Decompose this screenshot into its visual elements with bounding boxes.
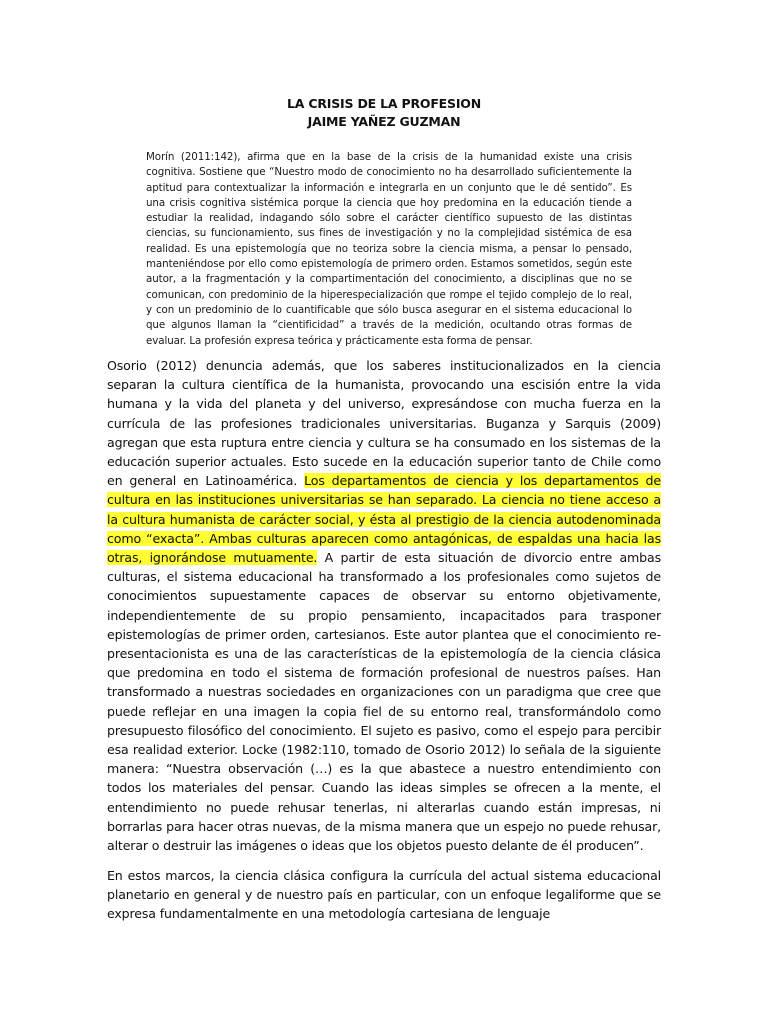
body-paragraph-2: En estos marcos, la ciencia clásica configura la currícula del actual sistema educacional planetario en general y de nuestro país en particular, con un enfoque legaliforme que se expresa fundamentalmente en una metodología cartesiana de lenguaje — [107, 868, 661, 922]
document-title: LA CRISIS DE LA PROFESION — [287, 96, 481, 111]
paragraph-text: A partir de esta situación de divorcio entre ambas culturas, el sistema educacional ha transformado a los profesionales como sujetos de conocimientos supuestamente capaces de observar su entorno objetivamente, independientemente de su propio pensamiento, incapacitados para trasponer epistemologías de primer orden, cartesianos. Este autor plantea que el conocimiento re-presentacionista es una de las características de la epistemología de la ciencia clásica que predomina en todo el sistema de formación profesional de nuestros países. Han transformado a nuestras sociedades en organizaciones con un paradigma que cree que puede reflejar en una imagen la copia fiel de su entorno real, transformándolo como presupuesto filosófico del conocimiento. El sujeto es pasivo, como el espejo para percibir esa realidad exterior. Locke (1982:110, tomado de Osorio 2012) lo señala de la siguiente manera: “Nuestra observación (…) es la que abastece a nuestro entendimiento con todos los materiales del pensar. Cuando las ideas simples se ofrecen a la mente, el entendimiento no puede rehusar tenerlas, ni alterarlas cuando están impresas, ni borrarlas para hacer otras nuevas, de la misma manera que un espejo no puede rehusar, alterar o destruir las imágenes o ideas que los objetos puesto delante de él producen”. — [107, 550, 661, 854]
paragraph-text: Osorio (2012) denuncia además, que los saberes institucionalizados en la ciencia separan la cultura científica de la humanista, provocando una escisión entre la vida humana y la vida del planeta y del universo, expresándose con mucha fuerza en la currícula de las profesiones tradicionales universitarias. Buganza y Sarquis (2009) agregan que esta ruptura entre ciencia y cultura se ha consumado en los sistemas de la educación superior actuales. Esto sucede en la educación superior tanto de Chile como en general en Latinoamérica. — [107, 358, 661, 489]
block-quote: Morín (2011:142), afirma que en la base de la crisis de la humanidad existe una crisis cognitiva. Sostiene que “Nuestro modo de conocimiento no ha desarrollado suficientemente la aptitud para contextualizar la información e integrarla en un conjunto que le dé sentido”. Es una crisis cognitiva sistémica porque la ciencia que hoy predomina en la educación tiende a estudiar la realidad, indagando sólo sobre el carácter científico supuesto de las distintas ciencias, su funcionamiento, sus fines de investigación y no la complejidad sistémica de esa realidad. Es una epistemología que no teoriza sobre la ciencia misma, a pensar lo pensado, manteniéndose por ello como epistemología de primero orden. Estamos sometidos, según este autor, a la fragmentación y la compartimentación del conocimiento, a disciplinas que no se comunican, con predominio de la hiperespecialización que rompe el tejido complejo de lo real, y con un predominio de lo cuantificable que sólo busca asegurar en el sistema educacional lo que algunos llaman la “cientificidad” a través de la medición, ocultando otras formas de evaluar. La profesión expresa teórica y prácticamente esta forma de pensar. — [146, 151, 632, 347]
document-author: JAIME YAÑEZ GUZMAN — [307, 114, 461, 129]
body-paragraph-1 — [107, 356, 661, 855]
highlighted-text: Los departamentos de ciencia y los departamentos de cultura en las instituciones universitarias se han separado. La ciencia no tiene acceso a la cultura humanista de carácter social, y ésta al prestigio de la ciencia autodenominada como “exacta”. Ambas culturas aparecen como antagónicas, de espaldas una hacia las otras, ignorándose mutuamente. — [107, 473, 661, 566]
